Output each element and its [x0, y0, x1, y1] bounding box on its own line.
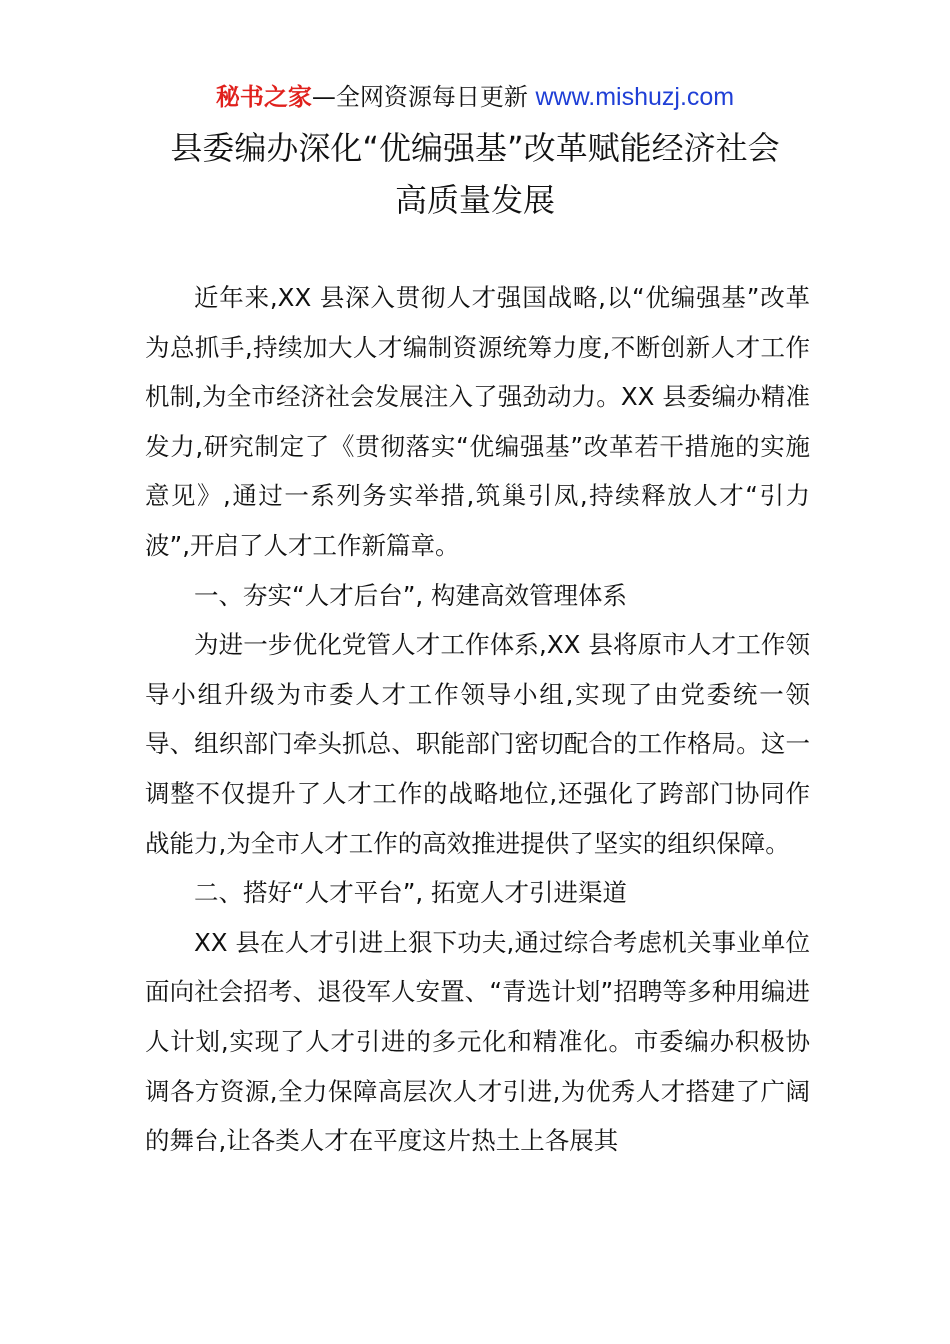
- section-2-heading: 二、搭好“人才平台”, 拓宽人才引进渠道: [194, 878, 627, 908]
- section-1-paragraph: 为进一步优化党管人才工作体系,XX 县将原市人才工作领导小组升级为市委人才工作领导小组,实现了由党委统一领导、组织部门牵头抓总、职能部门密切配合的工作格局。这一调整不仅提升了人才工作的战略地位,还强化了跨部门协同作战能力,为全市人才工作的高效推进提供了坚实的组织保障。: [145, 630, 810, 858]
- document-body: [145, 273, 810, 1166]
- document-title: [0, 122, 950, 226]
- site-banner: [0, 80, 950, 114]
- site-url-link[interactable]: www.mishuzj.com: [535, 83, 735, 111]
- section-1-heading: 一、夯实“人才后台”, 构建高效管理体系: [194, 580, 627, 610]
- brand-name: 秘书之家: [215, 83, 312, 111]
- section-2-paragraph: XX 县在人才引进上狠下功夫,通过综合考虑机关事业单位面向社会招考、退役军人安置、“青选计划”招聘等多种用编进人计划,实现了人才引进的多元化和精准化。市委编办积极协调各方资源,全力保障高层次人才引进,为优秀人才搭建了广阔的舞台,让各类人才在平度这片热土上各展其: [145, 927, 810, 1156]
- title-line-2: 高质量发展: [394, 181, 555, 219]
- intro-paragraph: 近年来,XX 县深入贯彻人才强国战略,以“优编强基”改革为总抓手,持续加大人才编制资源统筹力度,不断创新人才工作机制,为全市经济社会发展注入了强劲动力。XX 县委编办精准发力,研究制定了《贯彻落实“优编强基”改革若干措施的实施意见》,通过一系列务实举措,筑巢引凤,持续释放人才“引力波”,开启了人才工作新篇章。: [145, 283, 810, 560]
- banner-tagline: —全网资源每日更新: [311, 83, 536, 111]
- title-line-1: 县委编办深化“优编强基”改革赋能经济社会: [170, 129, 780, 167]
